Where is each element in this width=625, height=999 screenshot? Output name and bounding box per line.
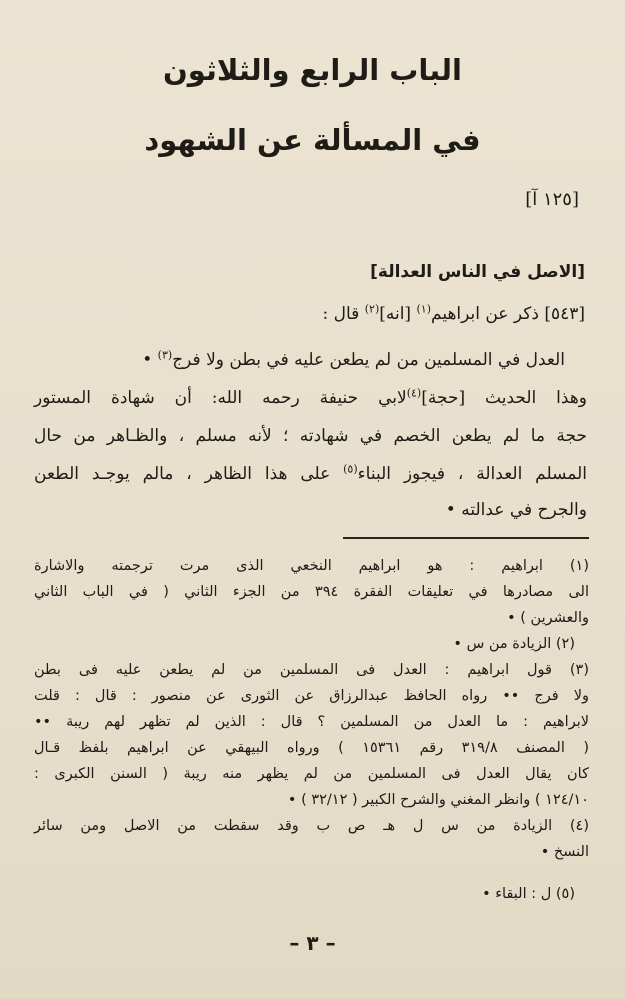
footnote-3-line-4: ( المصنف ٣١٩/٨ رقم ١٥٣٦١ ) ورواه البيهقي عن ابراهيم بلفظ قـال: [34, 740, 589, 756]
footnote-3-line-5: كان يقال العدل فى المسلمين من لم يظهر منه ريبة ( السنن الكبرى :: [34, 766, 589, 782]
footnote-3-line-3: لابراهيم : ما العدل من المسلمين ؟ قال : الذين لم تظهر لهم ريبة ••: [34, 714, 589, 730]
footnote-1-line-2: الى مصادرها في تعليقات الفقرة ٣٩٤ من الجزء الثاني ( في الباب الثاني: [34, 584, 589, 600]
footnote-2: (٢) الزيادة من س •: [453, 636, 575, 652]
paragraph-line-4: والجرح في عدالته •: [445, 500, 587, 520]
chapter-title: الباب الرابع والثلاثون: [163, 53, 462, 87]
chapter-subject-title: في المسألة عن الشهود: [144, 123, 481, 157]
footnote-ref-4: (٤): [406, 386, 422, 400]
paragraph-543-opening: [٥٤٣] ذكر عن ابراهيم$^{(١)}$ [انه]$^{(٢)}$ قال :: [322, 302, 585, 324]
section-heading: [الاصل في الناس العدالة]: [370, 262, 585, 282]
quoted-saying: العدل في المسلمين من لم يطعن عليه في بطن ولا فرج$^{(٣)}$ •: [142, 348, 565, 370]
footnote-ref-2: (٢): [364, 302, 380, 316]
footnote-4-line-1: (٤) الزيادة من س ل هـ ص ب وقد سقطت من الاصل ومن سائر: [34, 818, 589, 834]
paragraph-line-2: حجة ما لم يطعن الخصم في شهادته ؛ لأنه مسلم ، والظـاهر من حال: [34, 426, 587, 446]
footnote-5: (٥) ل : البقاء •: [482, 886, 575, 902]
footnote-3-line-1: (٣) قول ابراهيم : العدل فى المسلمين من لم يطعن عليه فى بطن: [34, 662, 589, 678]
footnote-ref-5: (٥): [343, 462, 358, 476]
paragraph-line-3: المسلم العدالة ، فيجوز البناء$^{(٥)}$ على هذا الظاهر ، مالم يوجـد الطعن: [34, 462, 588, 484]
footnote-ref-1: (١): [416, 302, 431, 316]
footnote-3-line-2: ولا فرج •• رواه الحافظ عبدالرزاق عن الثورى عن منصور : قال : قلت: [34, 688, 589, 704]
footnote-separator: [343, 537, 589, 539]
paragraph-number: [٥٤٣]: [544, 304, 585, 324]
footnote-ref-3: (٣): [157, 348, 173, 362]
page-number: – ٣ –: [289, 931, 336, 955]
footnote-4-line-2: النسخ •: [540, 844, 589, 860]
footnote-1-line-3: والعشرين ) •: [507, 610, 589, 626]
footnote-1-line-1: (١) ابراهيم : هو ابراهيم النخعي الذى مرت ترجمته والاشارة: [34, 558, 589, 574]
manuscript-folio-marker: [١٢٥ آ]: [525, 189, 579, 210]
paragraph-line-1: وهذا الحديث [حجة]$^{(٤)}$لابي حنيفة رحمه الله: أن شهادة المستور: [34, 386, 587, 408]
footnote-3-line-6: ١٢٤/١٠ ) وانظر المغني والشرح الكبير ( ٣٢/١٢ ) •: [287, 792, 589, 808]
